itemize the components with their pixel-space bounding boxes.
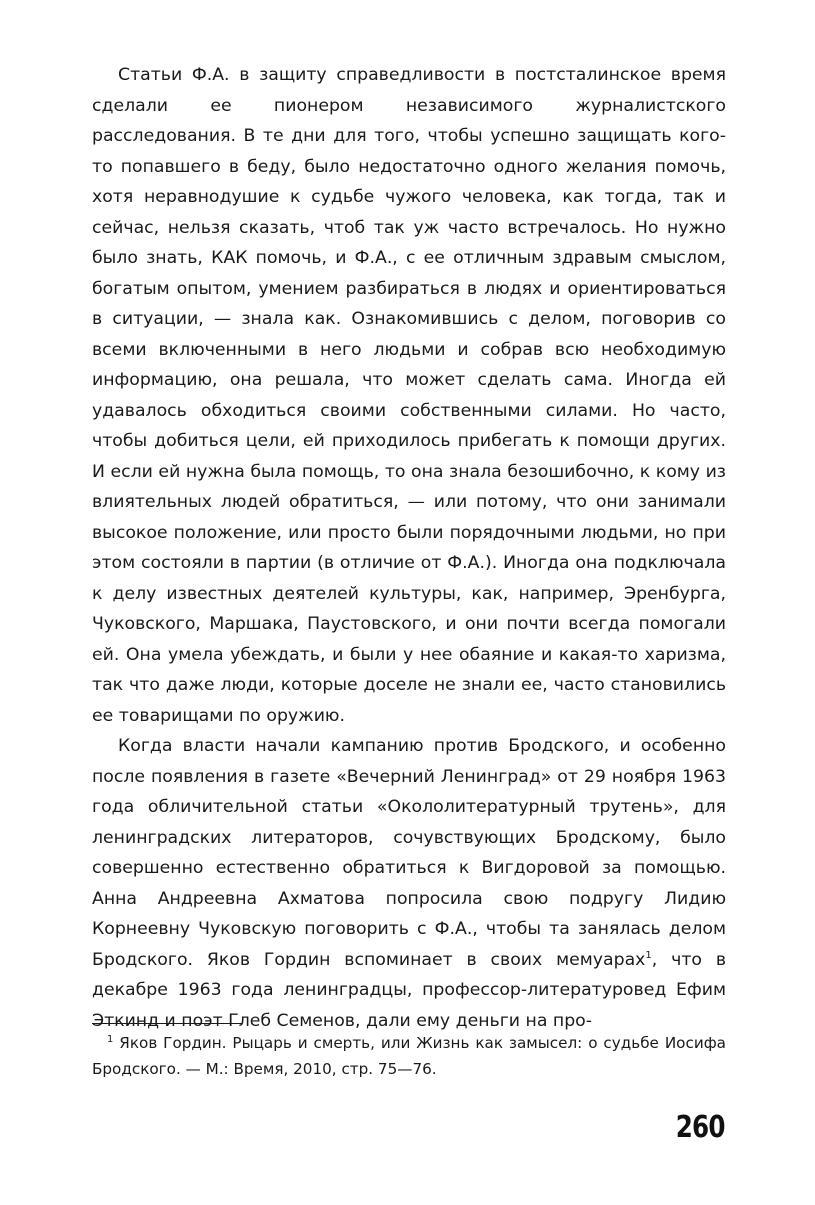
footnote-marker: 1 <box>107 1033 114 1045</box>
page-number: 260 <box>676 1110 725 1145</box>
paragraph-1-text: Статьи Ф.А. в защиту справедливости в постсталинское время сделали ее пионером независимого журналистского расследования. В те дни для того, чтобы успешно защищать кого-то попавшего в беду, было недостаточно одного желания помочь, хотя неравнодушие к судьбе чужого человека, как тогда, так и сейчас, нельзя сказать, чтоб так уж часто встречалось. Но нужно было знать, КАК помочь, и Ф.А., с ее отличным здравым смыслом, богатым опытом, умением разбираться в людях и ориентироваться в ситуации, — знала как. Ознакомившись с делом, поговорив со всеми включенными в него людьми и собрав всю необходимую информацию, она решала, что может сделать сама. Иногда ей удавалось обходиться своими собственными силами. Но часто, чтобы добиться цели, ей приходилось прибегать к помощи других. И если ей нужна была помощь, то она знала безошибочно, к кому из влиятельных людей обратиться, — или потому, что они занимали высокое положение, или просто были порядочными людьми, но при этом состояли в партии (в отличие от Ф.А.). Иногда она подключала к делу известных деятелей культуры, как, например, Эренбурга, Чуковского, Маршака, Паустовского, и они почти всегда помогали ей. Она умела убеждать, и были у нее обаяние и какая-то харизма, так что даже люди, которые доселе не знали ее, часто становились ее товарищами по оружию. <box>92 65 726 726</box>
paragraph-2-text-start: Когда власти начали кампанию против Бродского, и особенно после появления в газете «Вечерний Ленинград» от 29 ноября 1963 года обличительной статьи «Окололитературный трутень», для ленинградских литераторов, сочувствующих Бродскому, было совершенно естественно обратиться к Вигдоровой за помощью. Анна Андреевна Ахматова попросила свою подругу Лидию Корнеевну Чуковскую поговорить с Ф.А., чтобы та занялась делом Бродского. Яков Гордин вспоминает в своих мемуарах <box>92 736 726 970</box>
footnote-divider <box>92 1023 242 1024</box>
footnote <box>92 1030 726 1082</box>
footnote-reference[interactable]: 1 <box>645 949 652 961</box>
paragraph-2-text-end: , что в декабре 1963 года ленинградцы, профессор-литературовед Ефим Эткинд и поэт Глеб Семенов, дали ему деньги на про- <box>92 949 726 1031</box>
page-body <box>92 60 726 1036</box>
paragraph-2 <box>92 731 726 1036</box>
paragraph-1 <box>92 60 726 731</box>
footnote-text: Яков Гордин. Рыцарь и смерть, или Жизнь как замысел: о судьбе Иосифа Бродского. — М.: Время, 2010, стр. 75—76. <box>92 1034 726 1078</box>
